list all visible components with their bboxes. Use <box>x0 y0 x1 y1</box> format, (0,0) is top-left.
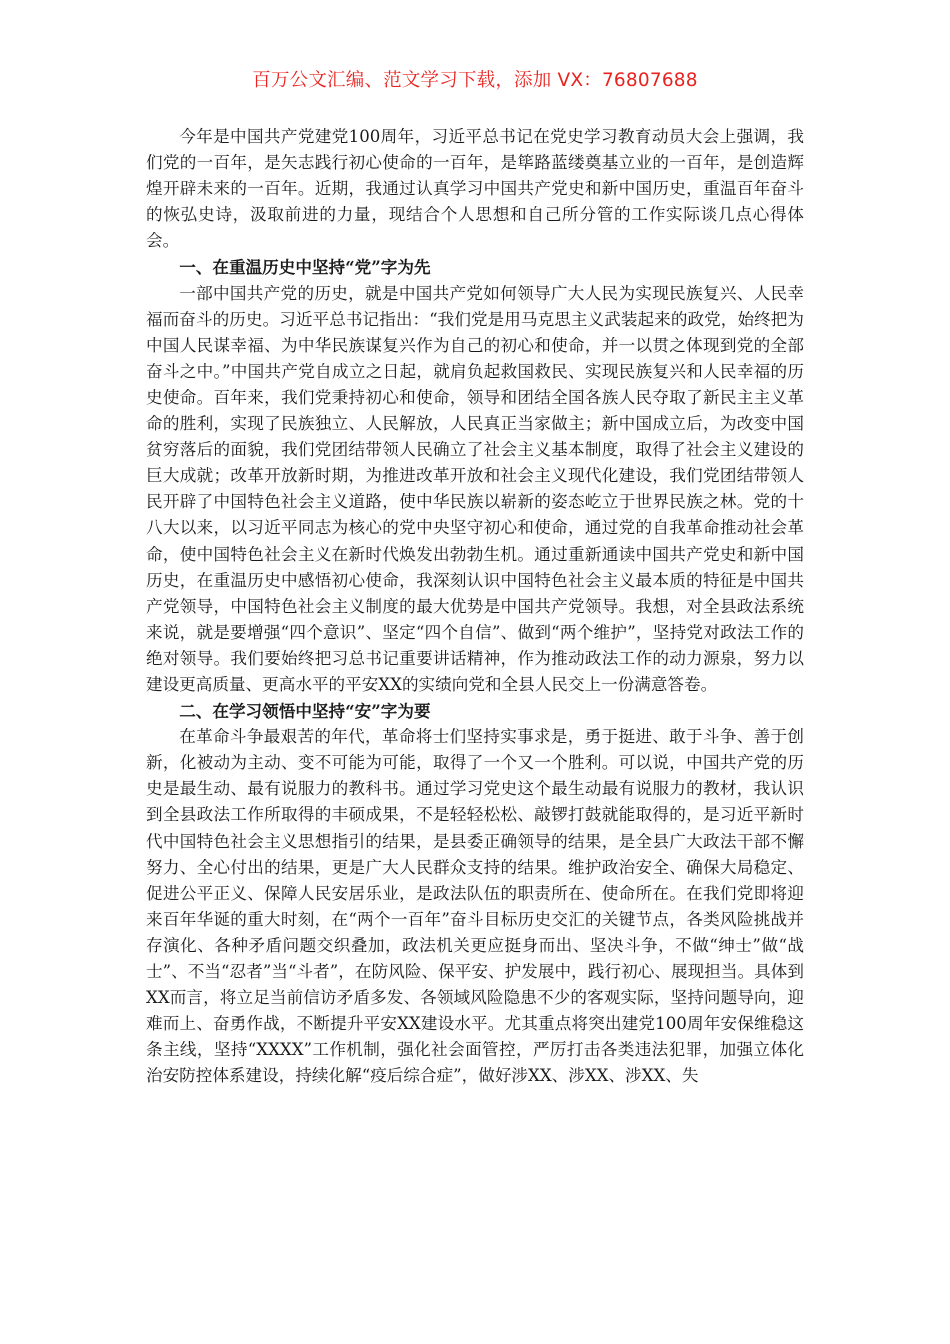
section-2-paragraph: 在革命斗争最艰苦的年代，革命将士们坚持实事求是，勇于挺进、敢于斗争、善于创新，化被动为主动、变不可能为可能，取得了一个又一个胜利。可以说，中国共产党的历史是最生动、最有说服力的教科书。通过学习党史这个最生动最有说服力的教材，我认识到全县政法工作所取得的丰硕成果，不是轻轻松松、敲锣打鼓就能取得的，是习近平新时代中国特色社会主义思想指引的结果，是县委正确领导的结果，是全县广大政法干部不懈努力、全心付出的结果，更是广大人民群众支持的结果。维护政治安全、确保大局稳定、促进公平正义、保障人民安居乐业，是政法队伍的职责所在、使命所在。在我们党即将迎来百年华诞的重大时刻，在“两个一百年”奋斗目标历史交汇的关键节点，各类风险挑战并存演化、各种矛盾问题交织叠加，政法机关更应挺身而出、坚决斗争，不做“绅士”做“战士”、不当“忍者”当“斗者”，在防风险、保平安、护发展中，践行初心、展现担当。具体到XX而言，将立足当前信访矛盾多发、各领域风险隐患不少的客观实际，坚持问题导向，迎难而上、奋勇作战，不断提升平安XX建设水平。尤其重点将突出建党100周年安保维稳这条主线，坚持“XXXX”工作机制，强化社会面管控，严厉打击各类违法犯罪，加强立体化治安防控体系建设，持续化解“疫后综合症”，做好涉XX、涉XX、涉XX、失 <box>146 727 804 1086</box>
section-heading-1: 一、在重温历史中坚持“党”字为先 <box>179 257 431 278</box>
section-heading-2: 二、在学习领悟中坚持“安”字为要 <box>179 701 431 722</box>
section-1-paragraph: 一部中国共产党的历史，就是中国共产党如何领导广大人民为实现民族复兴、人民幸福而奋斗的历史。习近平总书记指出：“我们党是用马克思主义武装起来的政党，始终把为中国人民谋幸福、为中华民族谋复兴作为自己的初心和使命，并一以贯之体现到党的全部奋斗之中。”中国共产党自成立之日起，就肩负起救国救民、实现民族复兴和人民幸福的历史使命。百年来，我们党秉持初心和使命，领导和团结全国各族人民夺取了新民主主义革命的胜利，实现了民族独立、人民解放，人民真正当家做主；新中国成立后，为改变中国贫穷落后的面貌，我们党团结带领人民确立了社会主义基本制度，取得了社会主义建设的巨大成就；改革开放新时期，为推进改革开放和社会主义现代化建设，我们党团结带领人民开辟了中国特色社会主义道路，使中华民族以崭新的姿态屹立于世界民族之林。党的十八大以来，以习近平同志为核心的党中央坚守初心和使命，通过党的自我革命推动社会革命，使中国特色社会主义在新时代焕发出勃勃生机。通过重新通读中国共产党史和新中国历史，在重温历史中感悟初心使命，我深刻认识中国特色社会主义最本质的特征是中国共产党领导，中国特色社会主义制度的最大优势是中国共产党领导。我想，对全县政法系统来说，就是要增强“四个意识”、坚定“四个自信”、做到“两个维护”，坚持党对政法工作的绝对领导。我们要始终把习总书记重要讲话精神，作为推动政法工作的动力源泉，努力以建设更高质量、更高水平的平安XX的实绩向党和全县人民交上一份满意答卷。 <box>146 283 804 694</box>
download-banner: 百万公文汇编、范文学习下载，添加 VX：76807688 <box>252 70 698 91</box>
intro-paragraph: 今年是中国共产党建党100周年，习近平总书记在党史学习教育动员大会上强调，我们党的一百年，是矢志践行初心使命的一百年，是筚路蓝缕奠基立业的一百年，是创造辉煌开辟未来的一百年。近期，我通过认真学习中国共产党史和新中国历史，重温百年奋斗的恢弘史诗，汲取前进的力量，现结合个人思想和自己所分管的工作实际谈几点心得体会。 <box>146 127 804 251</box>
document-body <box>146 124 804 1089</box>
